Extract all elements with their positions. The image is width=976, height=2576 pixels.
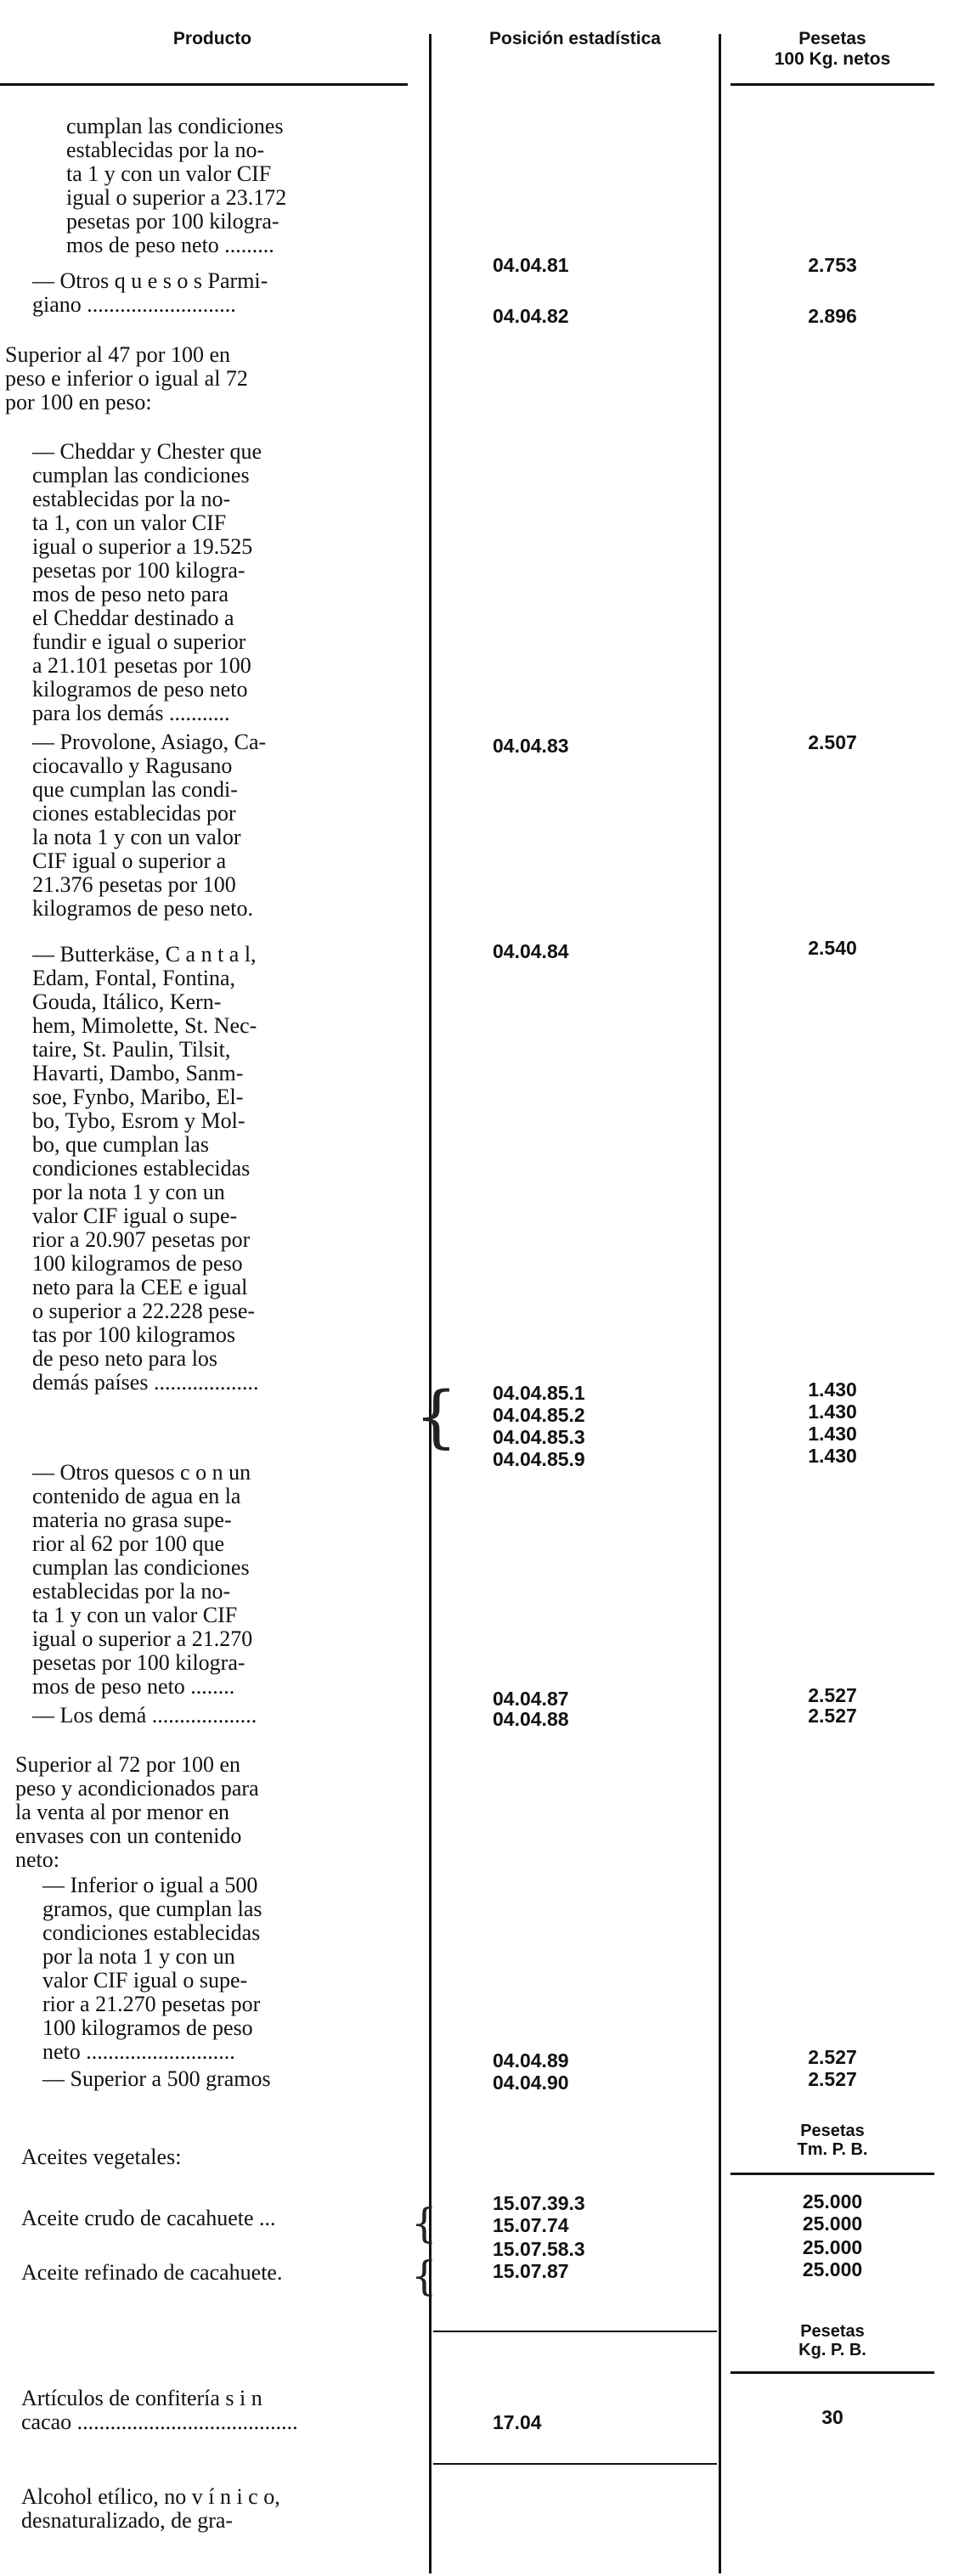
product-block: Superior al 47 por 100 en peso e inferior o igual al 72 por 100 en peso: bbox=[5, 342, 248, 414]
price-value: 2.527 bbox=[808, 1705, 857, 1727]
price-value: 2.527 bbox=[808, 2068, 857, 2090]
product-block: Alcohol etílico, no v í n i c o, desnaturalizado, de gra- bbox=[21, 2484, 280, 2533]
product-block: — Otros q u e s o s Parmi- giano ........................... bbox=[32, 268, 268, 317]
brace: { bbox=[415, 1377, 458, 1456]
price-value: 2.753 bbox=[808, 254, 857, 276]
price-value: 1.430 bbox=[808, 1378, 857, 1401]
position-code: 04.04.85.2 bbox=[493, 1404, 585, 1426]
price-value: 2.527 bbox=[808, 2046, 857, 2068]
subheader-line1: Pesetas bbox=[800, 2322, 865, 2341]
brace: { bbox=[411, 2200, 437, 2247]
position-code: 17.04 bbox=[493, 2411, 542, 2433]
product-block: — Los demá ................... bbox=[32, 1703, 257, 1728]
product-block: Aceite refinado de cacahuete. bbox=[21, 2260, 283, 2285]
price-value: 25.000 bbox=[802, 2236, 863, 2258]
position-code: 04.04.82 bbox=[493, 305, 569, 327]
price-value: 30 bbox=[821, 2406, 843, 2428]
position-code: 04.04.84 bbox=[493, 940, 569, 962]
position-code: 04.04.83 bbox=[493, 735, 569, 757]
position-code: 15.07.87 bbox=[493, 2260, 569, 2282]
product-block: Aceite crudo de cacahuete ... bbox=[21, 2206, 276, 2230]
product-block: Aceites vegetales: bbox=[21, 2145, 182, 2169]
position-code: 04.04.87 bbox=[493, 1688, 569, 1710]
price-value: 2.507 bbox=[808, 731, 857, 753]
header-rule-value bbox=[731, 83, 934, 86]
position-code: 04.04.85.3 bbox=[493, 1426, 585, 1448]
section-rule bbox=[433, 2331, 717, 2332]
price-value: 1.430 bbox=[808, 1423, 857, 1445]
position-code: 15.07.39.3 bbox=[493, 2192, 585, 2214]
price-value: 1.430 bbox=[808, 1401, 857, 1423]
position-code: 04.04.85.1 bbox=[493, 1382, 585, 1404]
column-rule-right bbox=[719, 34, 721, 2573]
header-position: Posición estadística bbox=[489, 29, 661, 48]
price-value: 2.527 bbox=[808, 1684, 857, 1706]
brace: { bbox=[411, 2252, 437, 2300]
product-block: — Superior a 500 gramos bbox=[42, 2066, 271, 2091]
price-value: 2.896 bbox=[808, 305, 857, 327]
position-code: 04.04.90 bbox=[493, 2072, 569, 2094]
position-code: 04.04.81 bbox=[493, 254, 569, 276]
price-value: 1.430 bbox=[808, 1445, 857, 1467]
header-product: Producto bbox=[172, 29, 252, 48]
header-rule-product bbox=[0, 83, 408, 86]
position-code: 04.04.89 bbox=[493, 2049, 569, 2072]
product-block: Superior al 72 por 100 en peso y acondicionados para la venta al por menor en envases con un contenido neto: bbox=[15, 1752, 259, 1872]
subheader-line2: Tm. P. B. bbox=[797, 2140, 868, 2159]
product-block: — Provolone, Asiago, Ca- ciocavallo y Ragusano que cumplan las condi- ciones establecidas por la nota 1 y con un valor CIF igual o superior a 21.376 pesetas por 100 kilogramos de peso neto. bbox=[32, 730, 267, 921]
position-code: 15.07.58.3 bbox=[493, 2238, 585, 2260]
product-block: — Otros quesos c o n un contenido de agua en la materia no grasa supe- rior al 62 por 100 que cumplan las condiciones establecidas por la no- ta 1 y con un valor CIF igual o superior a 21.270 pesetas por 100 kilogra- mos de peso neto ........ bbox=[32, 1460, 253, 1699]
subheader-line1: Pesetas bbox=[800, 2122, 865, 2140]
column-rule-left bbox=[429, 34, 432, 2573]
subheader-rule bbox=[731, 2173, 934, 2175]
product-block: — Butterkäse, C a n t a l, Edam, Fontal, Fontina, Gouda, Itálico, Kern- hem, Mimolette, St. Nec- taire, St. Paulin, Tilsit, Havarti, Dambo, Sanm- soe, Fynbo, Maribo, El- bo, Tybo, Esrom y Mol- bo, que cumplan las condiciones establecidas por la nota 1 y con un valor CIF igual o supe- rior a 20.907 pesetas por 100 kilogramos de peso neto para la CEE e igual o superior a 22.228 pese- tas por 100 kilogramos de peso neto para los demás países ................... bbox=[32, 942, 259, 1395]
price-value: 2.540 bbox=[808, 937, 857, 959]
header-value-line1: Pesetas bbox=[798, 29, 866, 48]
product-block: cumplan las condiciones establecidas por la no- ta 1 y con un valor CIF igual o superior a 23.172 pesetas por 100 kilogra- mos de peso neto ......... bbox=[66, 114, 287, 257]
position-code: 04.04.88 bbox=[493, 1708, 569, 1730]
section-rule bbox=[433, 2463, 717, 2465]
product-block: Artículos de confitería s i n cacao ........................................ bbox=[21, 2386, 298, 2434]
product-block: — Inferior o igual a 500 gramos, que cumplan las condiciones establecidas por la nota 1 y con un valor CIF igual o supe- rior a 21.270 pesetas por 100 kilogramos de peso neto ........................... bbox=[42, 1873, 262, 2064]
subheader-rule bbox=[731, 2371, 934, 2374]
product-block: — Cheddar y Chester que cumplan las condiciones establecidas por la no- ta 1, con un valor CIF igual o superior a 19.525 pesetas por 100 kilogra- mos de peso neto para el Cheddar destinado a fundir e igual o superior a 21.101 pesetas por 100 kilogramos de peso neto para los demás ........... bbox=[32, 439, 262, 725]
position-code: 15.07.74 bbox=[493, 2214, 569, 2236]
position-code: 04.04.85.9 bbox=[493, 1448, 585, 1470]
price-value: 25.000 bbox=[802, 2190, 863, 2212]
price-value: 25.000 bbox=[802, 2212, 863, 2235]
subheader-line2: Kg. P. B. bbox=[798, 2341, 866, 2359]
price-value: 25.000 bbox=[802, 2258, 863, 2280]
header-value-line2: 100 Kg. netos bbox=[774, 49, 891, 69]
